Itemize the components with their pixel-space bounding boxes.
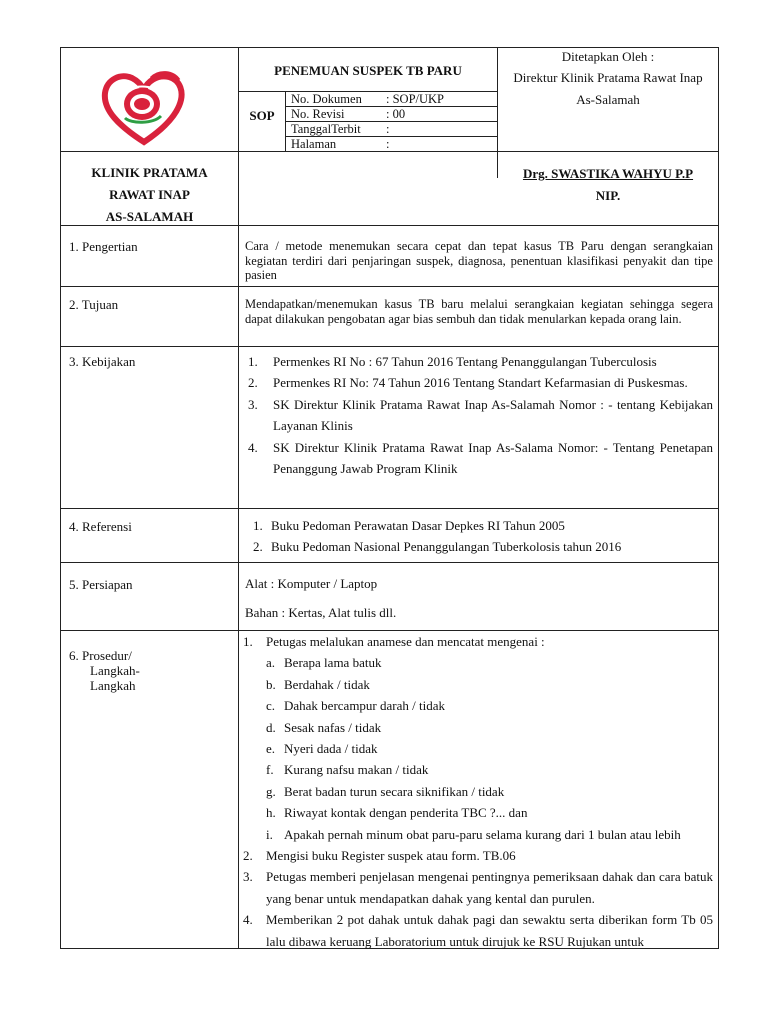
section-label-kebijakan: 3. Kebijakan bbox=[69, 354, 136, 369]
persiapan-bahan: Bahan : Kertas, Alat tulis dll. bbox=[245, 605, 397, 620]
kebijakan-item bbox=[248, 372, 713, 393]
section-label-prosedur-1: 6. Prosedur/ bbox=[69, 648, 132, 663]
meta-value-tanggal: : bbox=[386, 122, 390, 136]
meta-label-halaman: Halaman bbox=[291, 137, 337, 151]
prosedur-substep-letter: b. bbox=[266, 676, 276, 692]
title-divider bbox=[238, 91, 497, 92]
section-label-prosedur-2: Langkah- bbox=[90, 663, 140, 678]
column-divider-1 bbox=[238, 48, 239, 948]
section-label-prosedur-3: Langkah bbox=[90, 678, 136, 693]
referensi-item-text: Buku Pedoman Perawatan Dasar Depkes RI Tahun 2005 bbox=[271, 518, 565, 533]
kebijakan-item bbox=[248, 394, 713, 437]
prosedur-substep-text: Nyeri dada / tidak bbox=[284, 741, 378, 757]
referensi-item-text: Buku Pedoman Nasional Penanggulangan Tuberkolosis tahun 2016 bbox=[271, 539, 622, 555]
prosedur-substep bbox=[243, 802, 713, 823]
prosedur-substep bbox=[243, 652, 713, 673]
approval-line-1: Ditetapkan Oleh : bbox=[561, 49, 655, 64]
kebijakan-item bbox=[248, 437, 713, 480]
prosedur-substep-text: Berdahak / tidak bbox=[284, 676, 370, 692]
meta-value-revisi: : 00 bbox=[386, 107, 406, 121]
meta-value-dokumen: : SOP/UKP bbox=[386, 92, 445, 106]
referensi-item-number: 1. bbox=[253, 518, 263, 533]
meta-label-tanggal: TanggalTerbit bbox=[291, 122, 361, 136]
prosedur-substep-text: Berapa lama batuk bbox=[284, 655, 382, 671]
row-divider-tujuan bbox=[61, 346, 718, 347]
kebijakan-item-number: 3. bbox=[248, 396, 258, 412]
prosedur-substep bbox=[243, 695, 713, 716]
prosedur-substep-text: Sesak nafas / tidak bbox=[284, 719, 382, 735]
approval-line-3: As-Salamah bbox=[576, 92, 640, 107]
meta-value-halaman: : bbox=[386, 137, 390, 151]
prosedur-substep-text: Kurang nafsu makan / tidak bbox=[284, 762, 429, 778]
section-text-tujuan: Mendapatkan/menemukan kasus TB baru melalui serangkaian kegiatan sehingga segera dapat dilakukan pengobatan agar bias sembuh dan tidak menularkan kepada orang lain. bbox=[245, 297, 713, 326]
prosedur-substep-letter: f. bbox=[266, 762, 274, 778]
prosedur-substep-letter: e. bbox=[266, 741, 276, 757]
prosedur-step-text: Petugas melalukan anamese dan mencatat mengenai : bbox=[266, 634, 545, 649]
prosedur-substep bbox=[243, 824, 713, 845]
director-nip: NIP. bbox=[595, 188, 621, 203]
referensi-item bbox=[253, 515, 713, 536]
prosedur-substep bbox=[243, 717, 713, 738]
row-divider-clinic bbox=[61, 225, 718, 226]
referensi-list bbox=[253, 515, 713, 558]
column-divider-2 bbox=[497, 48, 498, 178]
row-divider-referensi bbox=[61, 562, 718, 563]
section-text-pengertian: Cara / metode menemukan secara cepat dan tepat kasus TB Paru dengan serangkaian kegiatan terdiri dari penjaringan suspek, diagnosa, penentuan klasifikasi penyakit dan tipe pasien bbox=[245, 239, 713, 282]
row-divider-kebijakan bbox=[61, 508, 718, 509]
clinic-name-line-3: AS-SALAMAH bbox=[105, 209, 194, 224]
row-divider-pengertian bbox=[61, 286, 718, 287]
prosedur-step bbox=[243, 909, 713, 952]
header-divider bbox=[61, 151, 718, 152]
heart-logo-icon bbox=[99, 66, 189, 146]
prosedur-substep-letter: i. bbox=[266, 826, 273, 842]
prosedur-step bbox=[243, 845, 713, 866]
prosedur-substep bbox=[243, 781, 713, 802]
kebijakan-item-text: SK Direktur Klinik Pratama Rawat Inap As-Salamah Nomor : - tentang Kebijakan Layanan Klinis bbox=[273, 396, 713, 434]
prosedur-step-text: Petugas memberi penjelasan mengenai pentingnya pemeriksaan dahak dan cara batuk yang benar untuk mendapatkan dahak yang kental dan purulen. bbox=[266, 869, 713, 906]
referensi-item-number: 2. bbox=[253, 539, 263, 555]
prosedur-step-number: 4. bbox=[243, 912, 253, 928]
meta-label-revisi: No. Revisi bbox=[291, 107, 345, 121]
section-label-persiapan: 5. Persiapan bbox=[69, 577, 133, 592]
kebijakan-item-number: 2. bbox=[248, 375, 258, 391]
kebijakan-item-text: Permenkes RI No : 67 Tahun 2016 Tentang Penanggulangan Tuberculosis bbox=[273, 354, 657, 369]
document-title: PENEMUAN SUSPEK TB PARU bbox=[274, 63, 462, 78]
prosedur-step-number: 1. bbox=[243, 634, 253, 649]
prosedur-step-number: 3. bbox=[243, 869, 253, 885]
section-label-tujuan: 2. Tujuan bbox=[69, 297, 119, 312]
prosedur-substep-letter: a. bbox=[266, 655, 276, 671]
kebijakan-item bbox=[248, 351, 713, 372]
kebijakan-list bbox=[248, 351, 713, 479]
clinic-name-line-2: RAWAT INAP bbox=[109, 187, 190, 202]
prosedur-substep-letter: h. bbox=[266, 805, 276, 821]
referensi-item bbox=[253, 536, 713, 557]
kebijakan-item-number: 1. bbox=[248, 354, 258, 369]
prosedur-step-number: 2. bbox=[243, 848, 253, 864]
prosedur-substep bbox=[243, 738, 713, 759]
sop-label: SOP bbox=[249, 108, 275, 123]
kebijakan-item-text: SK Direktur Klinik Pratama Rawat Inap As-Salama Nomor: - Tentang Penetapan Penanggung Jawab Program Klinik bbox=[273, 439, 713, 477]
prosedur-list bbox=[243, 631, 713, 952]
prosedur-substep-letter: d. bbox=[266, 719, 276, 735]
prosedur-step bbox=[243, 866, 713, 909]
prosedur-substep-text: Dahak bercampur darah / tidak bbox=[284, 698, 445, 714]
prosedur-step-text: Mengisi buku Register suspek atau form. TB.06 bbox=[266, 848, 516, 864]
prosedur-substep-text: Riwayat kontak dengan penderita TBC ?... dan bbox=[284, 805, 528, 821]
kebijakan-item-number: 4. bbox=[248, 439, 258, 455]
section-label-referensi: 4. Referensi bbox=[69, 519, 132, 534]
kebijakan-item-text: Permenkes RI No: 74 Tahun 2016 Tentang Standart Kefarmasian di Puskesmas. bbox=[273, 375, 688, 391]
persiapan-alat: Alat : Komputer / Laptop bbox=[245, 576, 378, 591]
sop-document bbox=[60, 47, 719, 949]
clinic-logo bbox=[99, 66, 189, 146]
prosedur-substep-letter: c. bbox=[266, 698, 276, 714]
director-name: Drg. SWASTIKA WAHYU P.P bbox=[522, 166, 694, 181]
approval-line-2: Direktur Klinik Pratama Rawat Inap bbox=[513, 70, 703, 85]
meta-label-dokumen: No. Dokumen bbox=[291, 92, 362, 106]
prosedur-substep-letter: g. bbox=[266, 783, 276, 799]
clinic-name-line-1: KLINIK PRATAMA bbox=[91, 165, 208, 180]
prosedur-substep bbox=[243, 674, 713, 695]
prosedur-step bbox=[243, 631, 713, 652]
prosedur-substep-text: Berat badan turun secara siknifikan / tidak bbox=[284, 783, 505, 799]
section-label-pengertian: 1. Pengertian bbox=[69, 239, 138, 254]
prosedur-substep-text: Apakah pernah minum obat paru-paru selama kurang dari 1 bulan atau lebih bbox=[284, 826, 681, 842]
prosedur-step-text: Memberikan 2 pot dahak untuk dahak pagi dan sewaktu serta diberikan form Tb 05 lalu dibawa keruang Laboratorium untuk dirujuk ke RSU Rujukan untuk bbox=[266, 912, 713, 949]
prosedur-substep bbox=[243, 759, 713, 780]
